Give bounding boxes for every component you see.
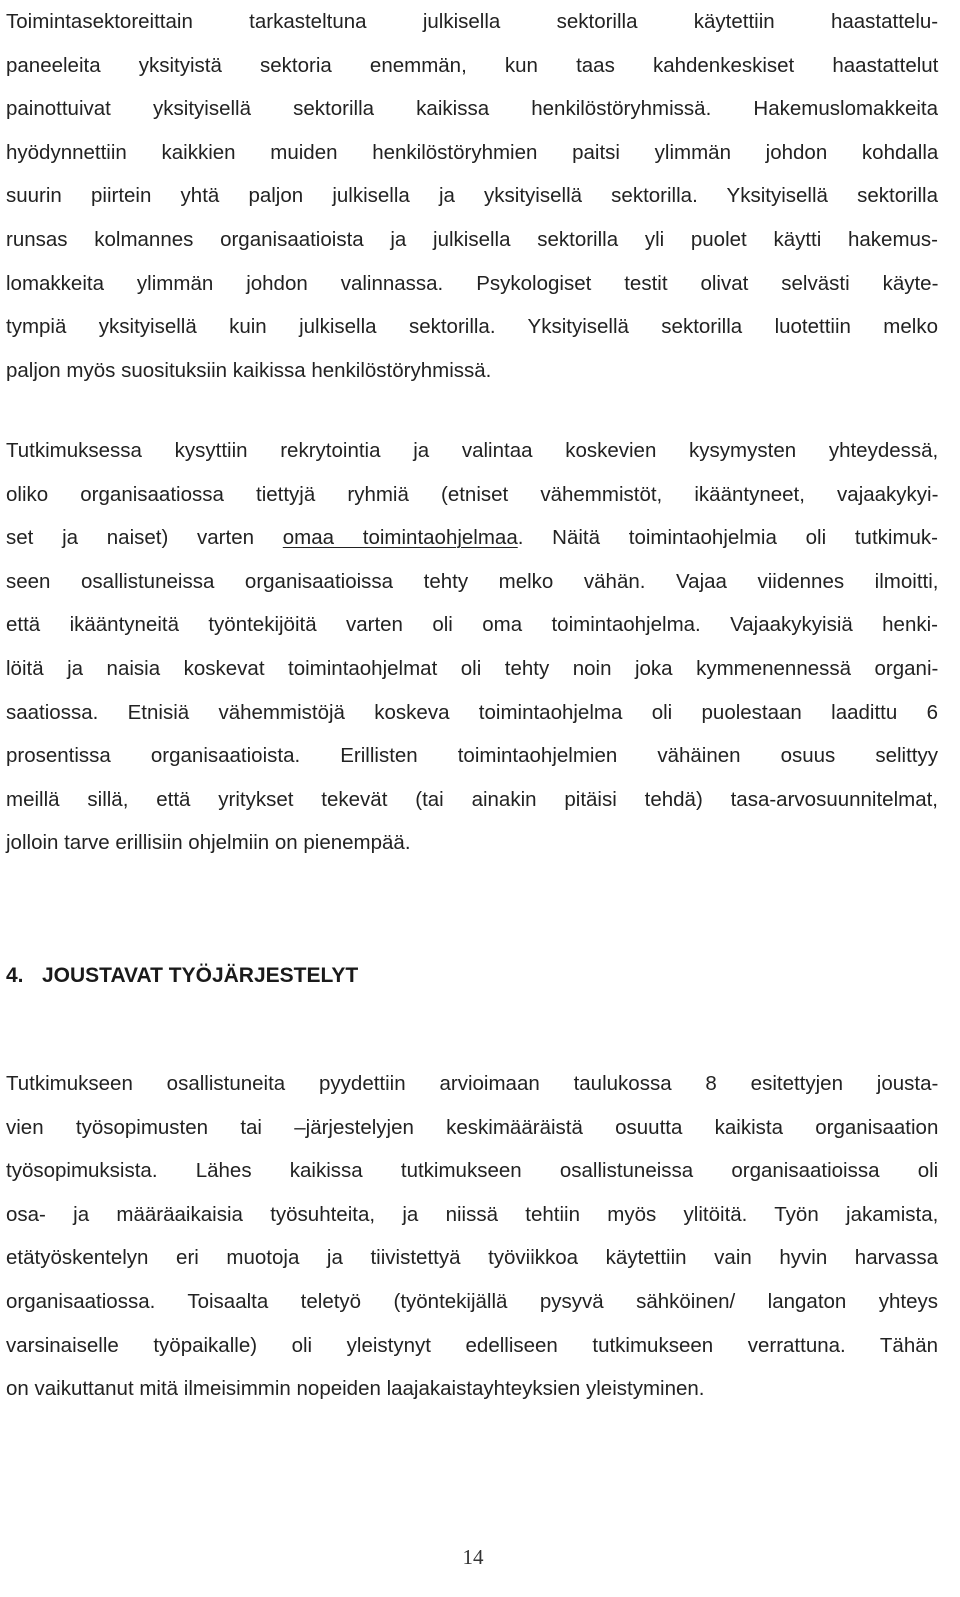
section-number: 4. [6,964,24,987]
paragraph-action-programmes [6,429,938,865]
paragraph-flexible-arrangements [6,1062,938,1411]
text-line: Tutkimuksessa kysyttiin rekrytointia ja valintaa koskevien kysymysten yhteydessä, [6,439,939,462]
section-title: JOUSTAVAT TYÖJÄRJESTELYT [42,964,359,987]
text-segment: set ja naiset) varten [6,526,283,550]
text-line: on vaikuttanut mitä ilmeisimmin nopeiden laajakaistayhteyksien yleistyminen. [6,1377,705,1401]
text-line: Tutkimukseen osallistuneita pyydettiin arvioimaan taulukossa 8 esitettyjen jousta- [6,1072,939,1095]
text-line: että ikääntyneitä työntekijöitä varten oli oma toimintaohjelma. Vajaakykyisiä henki- [6,613,938,637]
text-line: suurin piirtein yhtä paljon julkisella ja yksityisellä sektorilla. Yksityisellä sektorilla [6,184,938,208]
text-line: jolloin tarve erillisiin ohjelmiin on pienempää. [6,831,411,855]
text-line: tympiä yksityisellä kuin julkisella sektorilla. Yksityisellä sektorilla luotettiin melko [6,315,938,339]
text-line: seen osallistuneissa organisaatioissa tehty melko vähän. Vajaa viidennes ilmoitti, [6,569,939,593]
text-line: paljon myös suosituksiin kaikissa henkilöstöryhmissä. [6,358,492,382]
text-line: meillä sillä, että yritykset tekevät (tai ainakin pitäisi tehdä) tasa-arvosuunnitelmat, [6,787,938,811]
text-line: vien työsopimusten tai –järjestelyjen keskimääräistä osuutta kaikista organisaation [6,1115,939,1139]
text-line: etätyöskentelyn eri muotoja ja tiivistettyä työviikkoa käytettiin vain hyvin harvassa [6,1246,938,1270]
text-line-with-underline [6,516,938,560]
text-line: Toimintasektoreittain tarkasteltuna julkisella sektorilla käytettiin haastattelu- [6,10,939,33]
text-line: painottuivat yksityisellä sektorilla kaikissa henkilöstöryhmissä. Hakemuslomakkeita [6,97,938,121]
paragraph-sector-comparison [6,0,938,392]
text-line: varsinaiselle työpaikalle) oli yleistynyt edelliseen tutkimukseen verrattuna. Tähän [6,1333,939,1357]
text-line: työsopimuksista. Lähes kaikissa tutkimukseen osallistuneissa organisaatioissa oli [6,1159,939,1183]
page-number: 14 [462,1545,484,1569]
section-heading [6,951,358,1001]
text-segment: . Näitä toimintaohjelmia oli tutkimuk- [517,526,939,550]
underlined-term: omaa toimintaohjelmaa [282,526,518,550]
text-line: oliko organisaatiossa tiettyjä ryhmiä (etniset vähemmistöt, ikääntyneet, vajaakykyi- [6,482,939,506]
text-line: löitä ja naisia koskevat toimintaohjelmat oli tehty noin joka kymmenennessä organi- [6,656,939,680]
text-line: runsas kolmannes organisaatioista ja julkisella sektorilla yli puolet käytti hakemus- [6,227,938,251]
text-line: saatiossa. Etnisiä vähemmistöjä koskeva toimintaohjelma oli puolestaan laadittu 6 [6,700,938,724]
text-line: paneeleita yksityistä sektoria enemmän, kun taas kahdenkeskiset haastattelut [6,53,939,77]
text-line: prosentissa organisaatioista. Erillisten toimintaohjelmien vähäinen osuus selittyy [6,744,938,768]
text-line: osa- ja määräaikaisia työsuhteita, ja niissä tehtiin myös ylitöitä. Työn jakamista, [6,1202,939,1226]
text-line: organisaatiossa. Toisaalta teletyö (työntekijällä pysyvä sähköinen/ langaton yhteys [6,1289,938,1313]
text-line: lomakkeita ylimmän johdon valinnassa. Psykologiset testit olivat selvästi käyte- [6,271,939,295]
text-line: hyödynnettiin kaikkien muiden henkilöstöryhmien paitsi ylimmän johdon kohdalla [6,140,939,164]
